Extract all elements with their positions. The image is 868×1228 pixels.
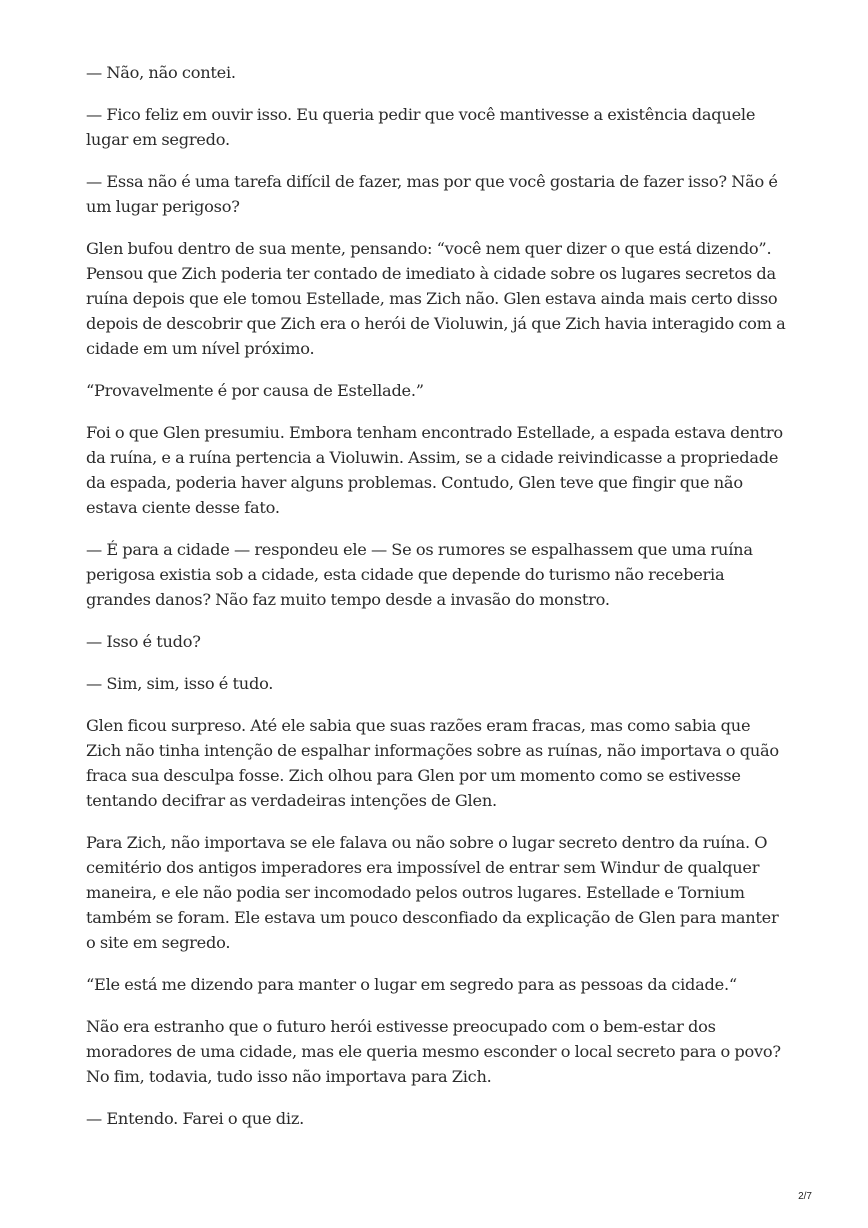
- paragraph: — Essa não é uma tarefa difícil de fazer, mas por que você gostaria de fazer isso? Não é um lugar perigoso?: [86, 172, 778, 216]
- paragraph: — Sim, sim, isso é tudo.: [86, 674, 274, 693]
- paragraph: Glen ficou surpreso. Até ele sabia que suas razões eram fracas, mas como sabia que Zich não tinha intenção de espalhar informações sobre as ruínas, não importava o quão fraca sua desculpa fosse. Zich olhou para Glen por um momento como se estivesse tentando decifrar as verdadeiras intenções de Glen.: [86, 716, 779, 810]
- paragraph: — É para a cidade — respondeu ele — Se os rumores se espalhassem que uma ruína perigosa existia sob a cidade, esta cidade que depende do turismo não receberia grandes danos? Não faz muito tempo desde a invasão do monstro.: [86, 540, 753, 609]
- paragraph: — Entendo. Farei o que diz.: [86, 1109, 304, 1128]
- paragraph: Foi o que Glen presumiu. Embora tenham encontrado Estellade, a espada estava dentro da ruína, e a ruína pertencia a Violuwin. Assim, se a cidade reivindicasse a propriedade da espada, poderia haver alguns problemas. Contudo, Glen teve que fingir que não estava ciente desse fato.: [86, 423, 783, 517]
- paragraph: — Fico feliz em ouvir isso. Eu queria pedir que você mantivesse a existência daquele lugar em segredo.: [86, 105, 756, 149]
- document-body: [86, 60, 786, 1148]
- paragraph: Para Zich, não importava se ele falava ou não sobre o lugar secreto dentro da ruína. O cemitério dos antigos imperadores era impossível de entrar sem Windur de qualquer maneira, e ele não podia ser incomodado pelos outros lugares. Estellade e Tornium também se foram. Ele estava um pouco desconfiado da explicação de Glen para manter o site em segredo.: [86, 833, 779, 952]
- paragraph: Glen bufou dentro de sua mente, pensando: “você nem quer dizer o que está dizendo”. Pensou que Zich poderia ter contado de imediato à cidade sobre os lugares secretos da ruína depois que ele tomou Estellade, mas Zich não. Glen estava ainda mais certo disso depois de descobrir que Zich era o herói de Violuwin, já que Zich havia interagido com a cidade em um nível próximo.: [86, 239, 786, 358]
- page-number: 2/7: [798, 1191, 812, 1202]
- paragraph: Não era estranho que o futuro herói estivesse preocupado com o bem-estar dos moradores de uma cidade, mas ele queria mesmo esconder o local secreto para o povo? No fim, todavia, tudo isso não importava para Zich.: [86, 1017, 781, 1086]
- paragraph: — Não, não contei.: [86, 63, 236, 82]
- paragraph: “Ele está me dizendo para manter o lugar em segredo para as pessoas da cidade.“: [86, 975, 737, 994]
- paragraph: — Isso é tudo?: [86, 632, 201, 651]
- paragraph: “Provavelmente é por causa de Estellade.”: [86, 381, 424, 400]
